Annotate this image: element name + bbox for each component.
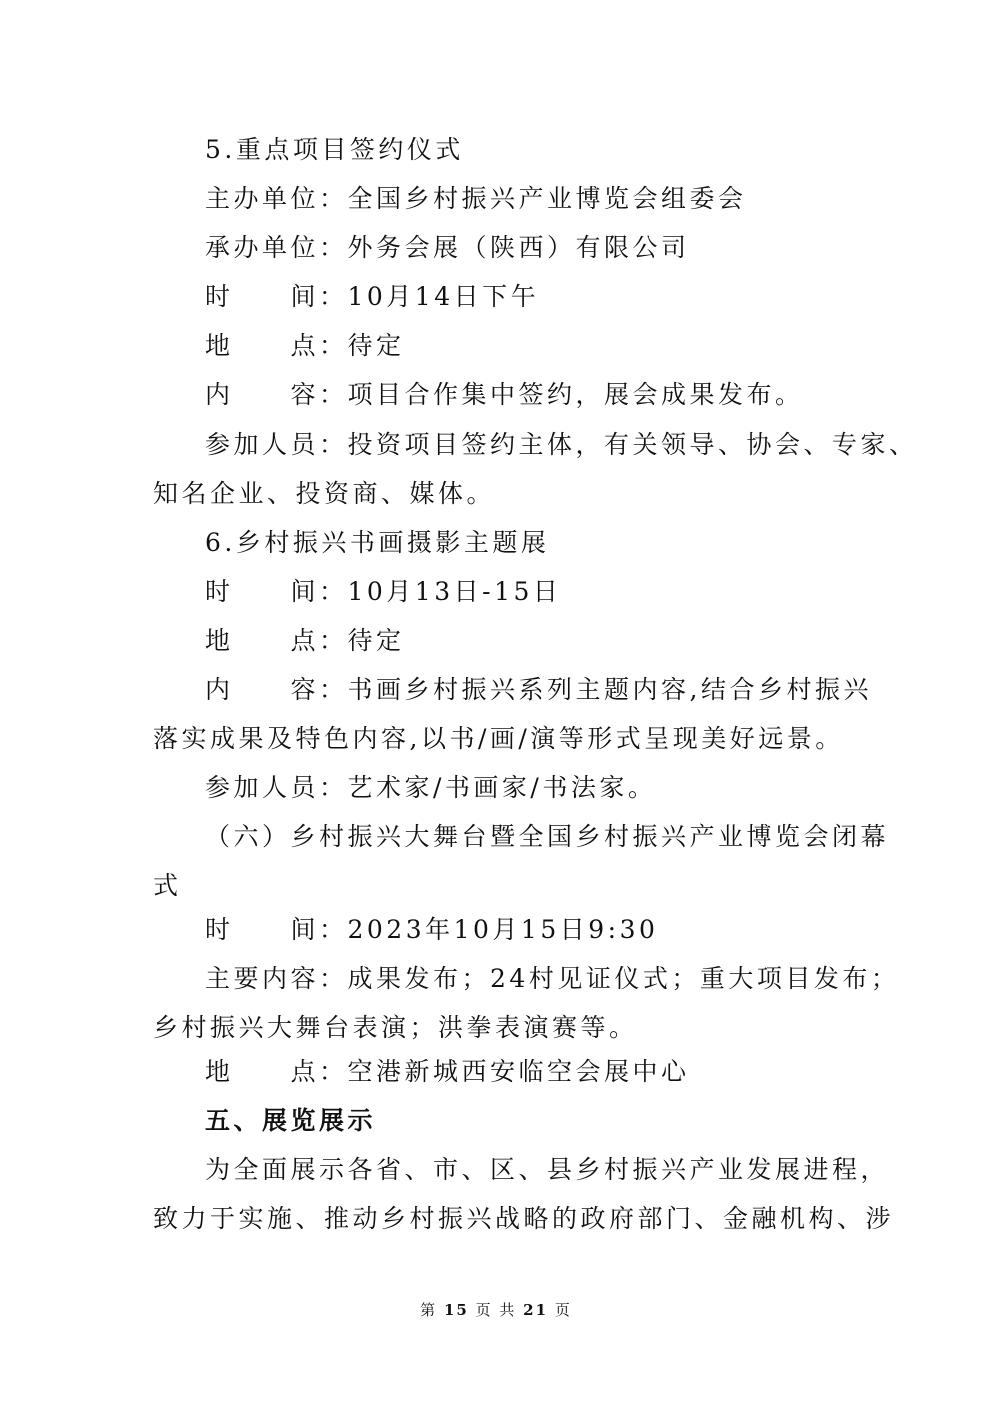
location-line: 地 点：空港新城西安临空会展中心 (205, 1057, 690, 1086)
body-paragraph-line: 为全面展示各省、市、区、县乡村振兴产业发展进程， (205, 1155, 890, 1184)
participants-continued: 知名企业、投资商、媒体。 (153, 479, 496, 508)
footer-mid: 页 共 (475, 1301, 517, 1319)
section-heading-6: 6.乡村振兴书画摄影主题展 (205, 528, 550, 557)
content-line: 内 容：书画乡村振兴系列主题内容,结合乡村振兴 (205, 675, 872, 704)
total-page-number: 21 (523, 1301, 549, 1319)
body-paragraph-line: 致力于实施、推动乡村振兴战略的政府部门、金融机构、涉 (153, 1204, 895, 1233)
time-line: 时 间：10月14日下午 (205, 282, 540, 311)
participants-line: 参加人员：投资项目签约主体，有关领导、协会、专家、 (205, 430, 918, 459)
footer-prefix: 第 (420, 1301, 438, 1319)
footer-suffix: 页 (554, 1301, 572, 1319)
main-content-line: 主要内容：成果发布；24村见证仪式；重大项目发布； (205, 964, 900, 993)
section-heading-six: （六）乡村振兴大舞台暨全国乡村振兴产业博览会闭幕 (205, 822, 890, 851)
content-line: 内 容：项目合作集中签约，展会成果发布。 (205, 380, 804, 409)
time-line: 时 间：2023年10月15日9:30 (205, 915, 659, 944)
organizer-line: 主办单位：全国乡村振兴产业博览会组委会 (205, 184, 747, 213)
current-page-number: 15 (443, 1301, 469, 1319)
location-line: 地 点：待定 (205, 626, 405, 655)
section-heading-continued: 式 (153, 871, 182, 900)
main-content-continued: 乡村振兴大舞台表演；洪拳表演赛等。 (153, 1013, 638, 1042)
location-line: 地 点：待定 (205, 331, 405, 360)
page-footer (0, 1300, 992, 1320)
participants-line: 参加人员：艺术家/书画家/书法家。 (205, 773, 657, 802)
section-heading-5: 5.重点项目签约仪式 (205, 135, 464, 164)
time-line: 时 间：10月13日-15日 (205, 577, 562, 606)
chapter-heading-5: 五、展览展示 (205, 1106, 377, 1135)
content-continued: 落实成果及特色内容,以书/画/演等形式呈现美好远景。 (153, 724, 844, 753)
co-organizer-line: 承办单位：外务会展（陕西）有限公司 (205, 233, 690, 262)
